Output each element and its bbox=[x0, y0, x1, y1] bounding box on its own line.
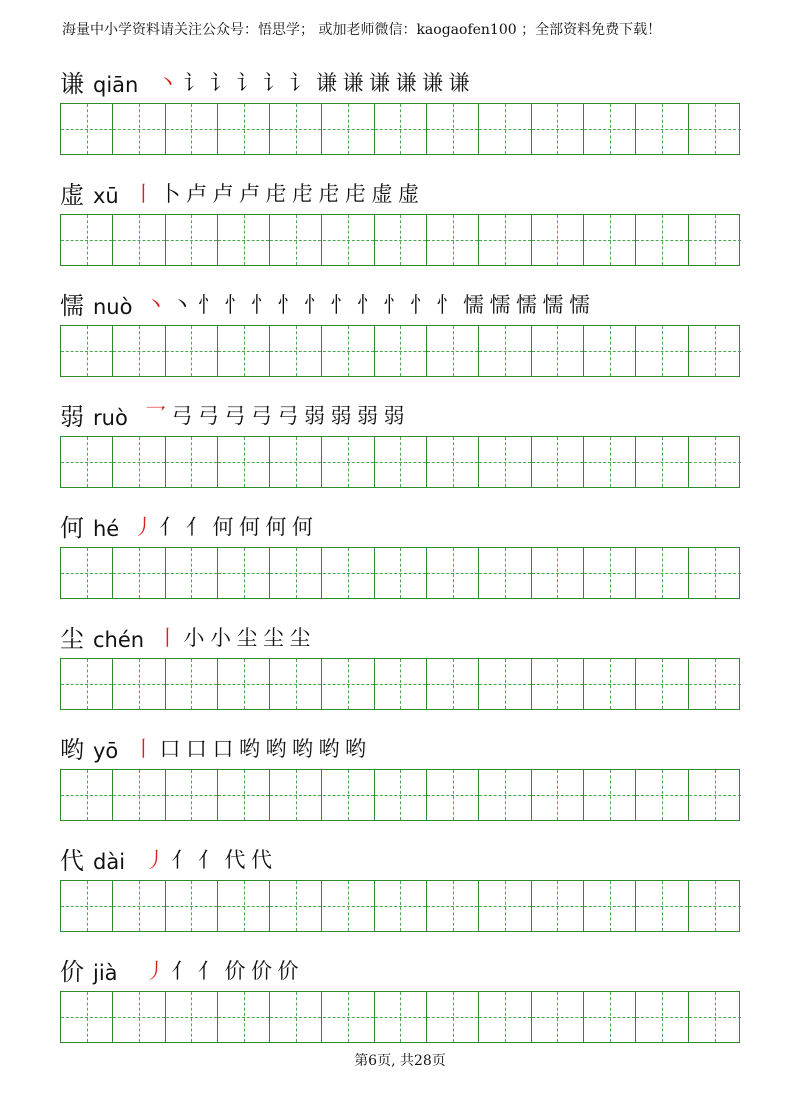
writing-cell[interactable] bbox=[532, 770, 584, 820]
writing-cell[interactable] bbox=[584, 770, 636, 820]
stroke-step: 价 bbox=[224, 959, 246, 983]
writing-cell[interactable] bbox=[689, 992, 741, 1042]
writing-cell[interactable] bbox=[61, 548, 113, 598]
writing-cell[interactable] bbox=[270, 548, 322, 598]
writing-cell[interactable] bbox=[166, 770, 218, 820]
character-heading bbox=[60, 734, 742, 770]
writing-cell[interactable] bbox=[270, 881, 322, 931]
character: 谦 bbox=[60, 70, 84, 98]
tianzige-grid bbox=[60, 214, 740, 266]
stroke-step: 忄 bbox=[357, 293, 378, 317]
stroke-step: 哟 bbox=[345, 737, 366, 761]
writing-cell[interactable] bbox=[113, 881, 165, 931]
writing-cell[interactable] bbox=[584, 326, 636, 376]
stroke-step: 谦 bbox=[395, 71, 417, 95]
stroke-step: 亻 bbox=[159, 515, 181, 539]
stroke-step: 尘 bbox=[289, 626, 311, 650]
stroke-step: 卢 bbox=[212, 182, 234, 206]
stroke-step: 哟 bbox=[292, 737, 313, 761]
writing-cell[interactable] bbox=[218, 770, 270, 820]
page-footer: 第6页, 共28页 bbox=[354, 1053, 446, 1069]
writing-cell[interactable] bbox=[323, 215, 375, 265]
character-heading bbox=[60, 290, 742, 326]
writing-cell[interactable] bbox=[689, 548, 741, 598]
writing-cell[interactable] bbox=[375, 881, 427, 931]
tianzige-grid bbox=[60, 769, 740, 821]
writing-cell[interactable] bbox=[218, 548, 270, 598]
character-heading bbox=[60, 956, 742, 992]
writing-cell[interactable] bbox=[584, 437, 636, 487]
stroke-step: 懦 bbox=[463, 293, 484, 317]
stroke-step: 忄 bbox=[330, 293, 352, 317]
writing-cell[interactable] bbox=[532, 881, 584, 931]
stroke-step: 小 bbox=[210, 626, 231, 650]
writing-cell[interactable] bbox=[113, 215, 165, 265]
stroke-step: 懦 bbox=[542, 293, 564, 317]
stroke-step: 丨 bbox=[133, 737, 154, 761]
stroke-step: 忄 bbox=[304, 293, 325, 317]
writing-cell[interactable] bbox=[427, 881, 479, 931]
pinyin: chén bbox=[93, 628, 145, 652]
stroke-step: 丶 bbox=[171, 293, 193, 317]
character-heading bbox=[60, 623, 742, 659]
stroke-step: 丶 bbox=[145, 293, 166, 317]
writing-cell[interactable] bbox=[61, 992, 113, 1042]
pinyin: dài bbox=[93, 850, 126, 874]
stroke-step: 代 bbox=[224, 848, 246, 872]
writing-cell[interactable] bbox=[270, 104, 322, 154]
writing-cell[interactable] bbox=[323, 104, 375, 154]
page-header: 海量中小学资料请关注公众号：悟思学； 或加老师微信：kaogaofen100 ；全部资料免费下载！ bbox=[62, 22, 662, 38]
stroke-step: 弓 bbox=[277, 404, 299, 428]
writing-cell[interactable] bbox=[427, 992, 479, 1042]
writing-cell[interactable] bbox=[61, 215, 113, 265]
writing-cell[interactable] bbox=[532, 659, 584, 709]
stroke-step: 谦 bbox=[448, 71, 470, 95]
writing-cell[interactable] bbox=[113, 326, 165, 376]
stroke-step: 弓 bbox=[171, 404, 193, 428]
writing-cell[interactable] bbox=[61, 770, 113, 820]
character: 尘 bbox=[60, 625, 84, 653]
writing-cell[interactable] bbox=[323, 326, 375, 376]
stroke-step: 懦 bbox=[489, 293, 511, 317]
stroke-step: 弓 bbox=[251, 404, 272, 428]
tianzige-grid bbox=[60, 325, 740, 377]
stroke-step: 虍 bbox=[292, 182, 313, 206]
writing-cell[interactable] bbox=[270, 659, 322, 709]
stroke-step: 亻 bbox=[171, 959, 193, 983]
stroke-step: 讠 bbox=[289, 71, 311, 95]
stroke-step: 何 bbox=[265, 515, 287, 539]
writing-cell[interactable] bbox=[113, 548, 165, 598]
writing-cell[interactable] bbox=[323, 770, 375, 820]
stroke-step: 何 bbox=[239, 515, 260, 539]
stroke-step: 丨 bbox=[157, 626, 178, 650]
stroke-step: 懦 bbox=[569, 293, 590, 317]
stroke-step: 代 bbox=[251, 848, 272, 872]
writing-cell[interactable] bbox=[479, 104, 531, 154]
writing-cell[interactable] bbox=[427, 548, 479, 598]
writing-cell[interactable] bbox=[427, 437, 479, 487]
stroke-step: 谦 bbox=[422, 71, 443, 95]
writing-cell[interactable] bbox=[113, 770, 165, 820]
writing-cell[interactable] bbox=[61, 437, 113, 487]
writing-cell[interactable] bbox=[479, 326, 531, 376]
writing-cell[interactable] bbox=[636, 326, 688, 376]
writing-cell[interactable] bbox=[479, 992, 531, 1042]
writing-cell[interactable] bbox=[689, 770, 741, 820]
stroke-step: 虚 bbox=[371, 182, 393, 206]
writing-cell[interactable] bbox=[166, 437, 218, 487]
practice-block bbox=[60, 734, 742, 770]
writing-cell[interactable] bbox=[218, 326, 270, 376]
pinyin: hé bbox=[93, 517, 120, 541]
practice-block bbox=[60, 401, 742, 437]
stroke-step: 忄 bbox=[198, 293, 219, 317]
writing-cell[interactable] bbox=[636, 992, 688, 1042]
writing-cell[interactable] bbox=[689, 326, 741, 376]
stroke-step: 小 bbox=[183, 626, 205, 650]
writing-cell[interactable] bbox=[532, 326, 584, 376]
stroke-step: 丨 bbox=[133, 182, 154, 206]
writing-cell[interactable] bbox=[479, 215, 531, 265]
pinyin: jià bbox=[93, 961, 118, 985]
tianzige-grid bbox=[60, 880, 740, 932]
character: 价 bbox=[60, 958, 84, 986]
stroke-step: 卜 bbox=[159, 182, 181, 206]
character-heading bbox=[60, 401, 742, 437]
writing-cell[interactable] bbox=[323, 548, 375, 598]
writing-cell[interactable] bbox=[584, 548, 636, 598]
writing-cell[interactable] bbox=[532, 215, 584, 265]
writing-cell[interactable] bbox=[584, 992, 636, 1042]
writing-cell[interactable] bbox=[61, 104, 113, 154]
stroke-step: 讠 bbox=[210, 71, 231, 95]
character-heading bbox=[60, 845, 742, 881]
writing-cell[interactable] bbox=[689, 215, 741, 265]
writing-cell[interactable] bbox=[323, 881, 375, 931]
writing-cell[interactable] bbox=[61, 881, 113, 931]
stroke-step: 弓 bbox=[224, 404, 246, 428]
stroke-step: 虍 bbox=[318, 182, 340, 206]
writing-cell[interactable] bbox=[636, 548, 688, 598]
writing-cell[interactable] bbox=[113, 104, 165, 154]
stroke-step: 哟 bbox=[318, 737, 340, 761]
stroke-step: 丿 bbox=[133, 515, 154, 539]
writing-cell[interactable] bbox=[689, 659, 741, 709]
pinyin: qiān bbox=[93, 73, 139, 97]
writing-cell[interactable] bbox=[375, 215, 427, 265]
stroke-step: 讠 bbox=[183, 71, 205, 95]
stroke-step: 弱 bbox=[383, 404, 405, 428]
stroke-step: 讠 bbox=[263, 71, 284, 95]
writing-cell[interactable] bbox=[427, 104, 479, 154]
writing-cell[interactable] bbox=[218, 992, 270, 1042]
writing-cell[interactable] bbox=[427, 659, 479, 709]
stroke-step: 亻 bbox=[198, 848, 219, 872]
writing-cell[interactable] bbox=[427, 215, 479, 265]
writing-cell[interactable] bbox=[427, 326, 479, 376]
writing-cell[interactable] bbox=[270, 326, 322, 376]
stroke-step: 亻 bbox=[186, 515, 207, 539]
practice-block bbox=[60, 845, 742, 881]
writing-cell[interactable] bbox=[166, 326, 218, 376]
writing-cell[interactable] bbox=[375, 770, 427, 820]
writing-cell[interactable] bbox=[636, 437, 688, 487]
stroke-step: 懦 bbox=[516, 293, 537, 317]
stroke-step: 忄 bbox=[410, 293, 431, 317]
writing-cell[interactable] bbox=[323, 437, 375, 487]
writing-cell[interactable] bbox=[270, 992, 322, 1042]
tianzige-grid bbox=[60, 436, 740, 488]
stroke-step: 价 bbox=[277, 959, 299, 983]
stroke-step: 讠 bbox=[236, 71, 258, 95]
writing-cell[interactable] bbox=[61, 326, 113, 376]
pinyin: xū bbox=[93, 184, 119, 208]
writing-cell[interactable] bbox=[218, 437, 270, 487]
writing-cell[interactable] bbox=[323, 992, 375, 1042]
writing-cell[interactable] bbox=[113, 992, 165, 1042]
writing-cell[interactable] bbox=[113, 437, 165, 487]
stroke-step: 忄 bbox=[277, 293, 299, 317]
stroke-step: 卢 bbox=[239, 182, 260, 206]
stroke-step: 乛 bbox=[145, 404, 166, 428]
writing-cell[interactable] bbox=[479, 770, 531, 820]
writing-cell[interactable] bbox=[218, 659, 270, 709]
practice-block bbox=[60, 512, 742, 548]
stroke-step: 价 bbox=[251, 959, 272, 983]
writing-cell[interactable] bbox=[689, 104, 741, 154]
stroke-step: 忄 bbox=[224, 293, 246, 317]
writing-cell[interactable] bbox=[375, 659, 427, 709]
stroke-step: 弱 bbox=[304, 404, 325, 428]
writing-cell[interactable] bbox=[636, 104, 688, 154]
writing-cell[interactable] bbox=[166, 881, 218, 931]
character: 虚 bbox=[60, 181, 84, 209]
stroke-step: 何 bbox=[292, 515, 313, 539]
writing-cell[interactable] bbox=[270, 770, 322, 820]
character-heading bbox=[60, 179, 742, 215]
writing-cell[interactable] bbox=[375, 992, 427, 1042]
character: 代 bbox=[60, 847, 84, 875]
character-heading bbox=[60, 68, 742, 104]
pinyin: nuò bbox=[93, 295, 133, 319]
character: 懦 bbox=[60, 292, 84, 320]
writing-cell[interactable] bbox=[584, 104, 636, 154]
writing-cell[interactable] bbox=[61, 659, 113, 709]
practice-block bbox=[60, 68, 742, 104]
practice-block bbox=[60, 290, 742, 326]
writing-cell[interactable] bbox=[166, 104, 218, 154]
writing-cell[interactable] bbox=[166, 659, 218, 709]
writing-cell[interactable] bbox=[532, 437, 584, 487]
writing-cell[interactable] bbox=[689, 437, 741, 487]
stroke-step: 弓 bbox=[198, 404, 219, 428]
writing-cell[interactable] bbox=[584, 881, 636, 931]
stroke-step: 口 bbox=[186, 737, 207, 761]
writing-cell[interactable] bbox=[270, 437, 322, 487]
stroke-step: 丿 bbox=[145, 959, 166, 983]
writing-cell[interactable] bbox=[532, 548, 584, 598]
writing-cell[interactable] bbox=[375, 104, 427, 154]
writing-cell[interactable] bbox=[218, 215, 270, 265]
stroke-step: 忄 bbox=[436, 293, 458, 317]
stroke-step: 丶 bbox=[157, 71, 178, 95]
stroke-step: 谦 bbox=[316, 71, 337, 95]
stroke-step: 何 bbox=[212, 515, 234, 539]
writing-cell[interactable] bbox=[427, 770, 479, 820]
writing-cell[interactable] bbox=[479, 659, 531, 709]
writing-cell[interactable] bbox=[532, 104, 584, 154]
writing-cell[interactable] bbox=[584, 215, 636, 265]
writing-cell[interactable] bbox=[218, 881, 270, 931]
tianzige-grid bbox=[60, 991, 740, 1043]
character-heading bbox=[60, 512, 742, 548]
tianzige-grid bbox=[60, 547, 740, 599]
tianzige-grid bbox=[60, 658, 740, 710]
pinyin: ruò bbox=[93, 406, 128, 430]
writing-cell[interactable] bbox=[636, 659, 688, 709]
stroke-step: 亻 bbox=[171, 848, 193, 872]
writing-cell[interactable] bbox=[375, 548, 427, 598]
stroke-step: 弱 bbox=[330, 404, 352, 428]
writing-cell[interactable] bbox=[375, 326, 427, 376]
character: 弱 bbox=[60, 403, 84, 431]
writing-cell[interactable] bbox=[166, 215, 218, 265]
writing-cell[interactable] bbox=[636, 770, 688, 820]
stroke-step: 口 bbox=[159, 737, 181, 761]
writing-cell[interactable] bbox=[479, 548, 531, 598]
stroke-step: 丿 bbox=[145, 848, 166, 872]
writing-cell[interactable] bbox=[166, 548, 218, 598]
character: 何 bbox=[60, 514, 84, 542]
writing-cell[interactable] bbox=[479, 881, 531, 931]
character: 哟 bbox=[60, 736, 84, 764]
stroke-step: 谦 bbox=[369, 71, 390, 95]
stroke-step: 忄 bbox=[251, 293, 272, 317]
writing-cell[interactable] bbox=[113, 659, 165, 709]
writing-cell[interactable] bbox=[584, 659, 636, 709]
writing-cell[interactable] bbox=[375, 437, 427, 487]
writing-cell[interactable] bbox=[479, 437, 531, 487]
practice-block bbox=[60, 623, 742, 659]
stroke-step: 尘 bbox=[236, 626, 258, 650]
writing-cell[interactable] bbox=[323, 659, 375, 709]
stroke-step: 虚 bbox=[398, 182, 419, 206]
writing-cell[interactable] bbox=[636, 881, 688, 931]
stroke-step: 谦 bbox=[342, 71, 364, 95]
tianzige-grid bbox=[60, 103, 740, 155]
stroke-step: 亻 bbox=[198, 959, 219, 983]
stroke-step: 尘 bbox=[263, 626, 284, 650]
stroke-step: 卢 bbox=[186, 182, 207, 206]
writing-cell[interactable] bbox=[218, 104, 270, 154]
writing-cell[interactable] bbox=[689, 881, 741, 931]
stroke-step: 弱 bbox=[357, 404, 378, 428]
pinyin: yō bbox=[93, 739, 119, 763]
stroke-step: 忄 bbox=[383, 293, 405, 317]
practice-block bbox=[60, 956, 742, 992]
writing-cell[interactable] bbox=[270, 215, 322, 265]
writing-cell[interactable] bbox=[636, 215, 688, 265]
stroke-step: 哟 bbox=[239, 737, 260, 761]
writing-cell[interactable] bbox=[532, 992, 584, 1042]
stroke-step: 虍 bbox=[265, 182, 287, 206]
stroke-step: 哟 bbox=[265, 737, 287, 761]
stroke-step: 虍 bbox=[345, 182, 366, 206]
writing-cell[interactable] bbox=[166, 992, 218, 1042]
practice-block bbox=[60, 179, 742, 215]
stroke-step: 口 bbox=[212, 737, 234, 761]
